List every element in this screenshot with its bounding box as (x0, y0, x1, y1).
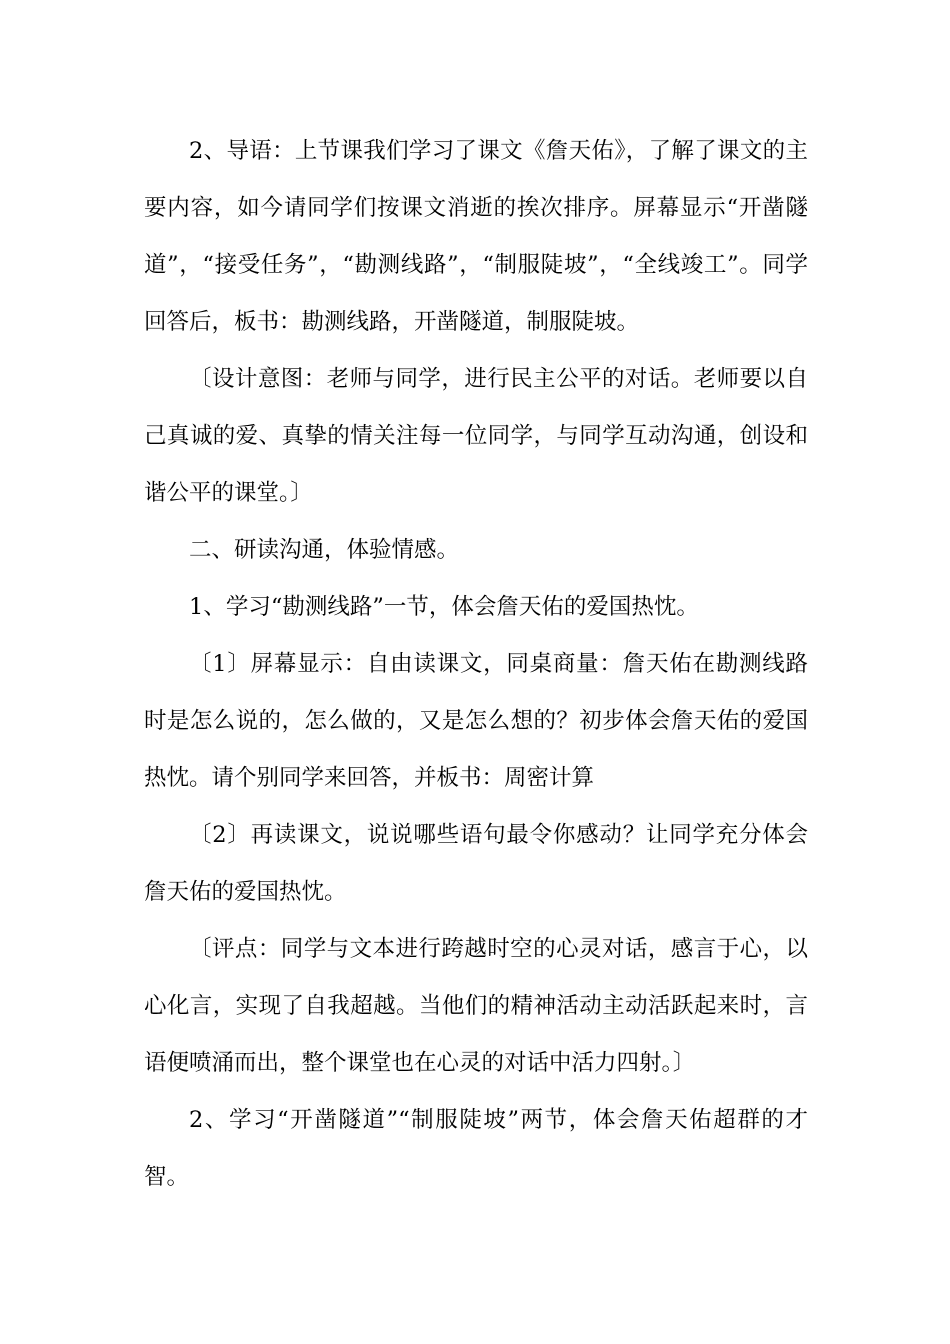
paragraph-step-1: 〔1〕屏幕显示：自由读课文，同桌商量：詹天佑在勘测线路时是怎么说的，怎么做的，又是怎么想的？初步体会詹天佑的爱国热忱。请个别同学来回答，并板书：周密计算 (144, 651, 808, 791)
paragraph-study-1: 1、学习“勘测线路”一节，体会詹天佑的爱国热忱。 (189, 594, 699, 620)
paragraph-step-2: 〔2〕再读课文，说说哪些语句最令你感动？让同学充分体会詹天佑的爱国热忱。 (144, 822, 808, 905)
section-heading-2: 二、研读沟通，体验情感。 (189, 537, 460, 563)
paragraph-intro: 2、导语：上节课我们学习了课文《詹天佑》，了解了课文的主要内容，如今请同学们按课文消逝的挨次排序。屏幕显示“开凿隧道”，“接受任务”，“勘测线路”，“制服陡坡”，“全线竣工”。同学回答后，板书：勘测线路，开凿隧道，制服陡坡。 (144, 138, 808, 335)
paragraph-design-intent: 〔设计意图：老师与同学，进行民主公平的对话。老师要以自己真诚的爱、真挚的情关注每一位同学，与同学互动沟通，创设和谐公平的课堂。〕 (144, 366, 808, 506)
paragraph-comment: 〔评点：同学与文本进行跨越时空的心灵对话，感言于心，以心化言，实现了自我超越。当他们的精神活动主动活跃起来时，言语便喷涌而出，整个课堂也在心灵的对话中活力四射。〕 (144, 936, 808, 1076)
paragraph-study-2: 2、学习“开凿隧道”“制服陡坡”两节，体会詹天佑超群的才智。 (144, 1107, 808, 1190)
